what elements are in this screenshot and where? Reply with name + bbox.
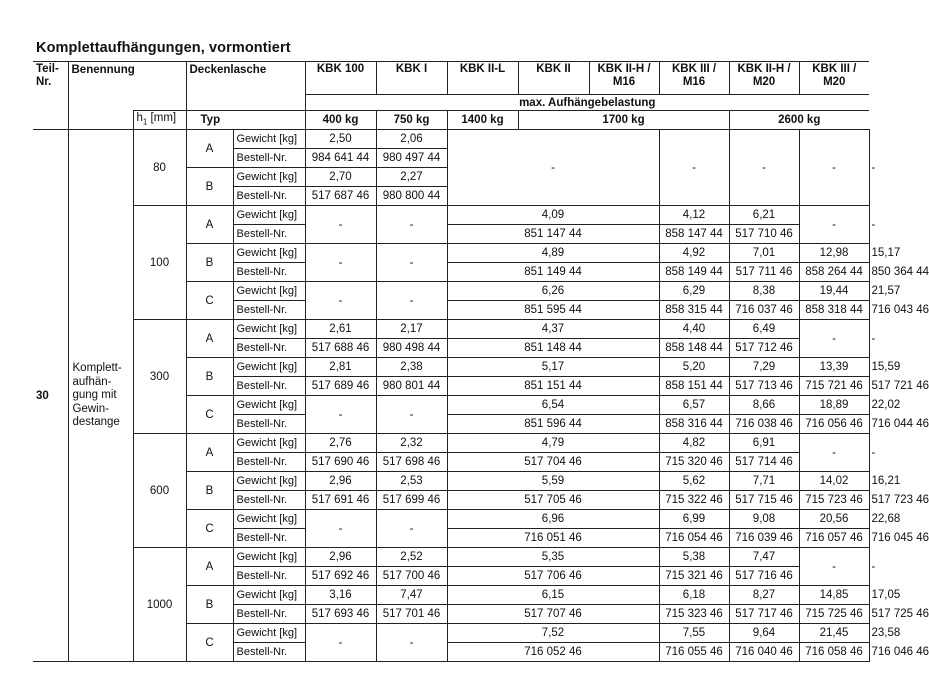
empty-cell: - — [305, 282, 376, 320]
header-row-loads — [33, 111, 869, 130]
bestell-value: 517 700 46 — [376, 567, 447, 586]
gewicht-value: 2,17 — [376, 320, 447, 339]
table-row: 1000 A Gewicht [kg] 2,96 2,52 5,35 5,38 7,47 - - — [33, 548, 869, 567]
gewicht-value: 4,79 — [447, 434, 659, 453]
table-row: Bestell-Nr. 517 693 46 517 701 46 517 707 46 715 323 46 517 717 46 715 725 46 517 725 46 — [33, 605, 869, 624]
h1-value: 80 — [133, 130, 186, 206]
table-row: Bestell-Nr. 851 595 44 858 315 44 716 037 46 858 318 44 716 043 46 — [33, 301, 869, 320]
label-gewicht: Gewicht [kg] — [233, 168, 305, 187]
bestell-value: 716 054 46 — [659, 529, 729, 548]
gewicht-value: 9,08 — [729, 510, 799, 529]
header-load-0: 400 kg — [305, 111, 376, 130]
page-title: Komplettaufhängungen, vormontiert — [36, 40, 291, 56]
table-row: B Gewicht [kg] 2,96 2,53 5,59 5,62 7,71 14,02 16,21 — [33, 472, 869, 491]
empty-cell: - — [305, 244, 376, 282]
gewicht-value: 2,27 — [376, 168, 447, 187]
empty-cell: - — [305, 396, 376, 434]
bestell-value: 716 040 46 — [729, 643, 799, 662]
bestell-value: 517 698 46 — [376, 453, 447, 472]
empty-cell: - — [799, 320, 869, 358]
typ-value: A — [186, 320, 233, 358]
header-product-2: KBK II-L — [447, 62, 518, 95]
bestell-value: 851 151 44 — [447, 377, 659, 396]
label-gewicht: Gewicht [kg] — [233, 434, 305, 453]
label-bestell: Bestell-Nr. — [233, 377, 305, 396]
part-benennung: Komplett-aufhän-gung mit Gewin-destange — [68, 130, 133, 662]
header-benennung: Benennung — [68, 62, 186, 95]
typ-value: A — [186, 548, 233, 586]
gewicht-value: 6,21 — [729, 206, 799, 225]
gewicht-value: 4,82 — [659, 434, 729, 453]
gewicht-value: 8,38 — [729, 282, 799, 301]
header-load-2: 1400 kg — [447, 111, 518, 130]
bestell-value: 716 037 46 — [729, 301, 799, 320]
label-gewicht: Gewicht [kg] — [233, 206, 305, 225]
bestell-value: 517 712 46 — [729, 339, 799, 358]
bestell-value: 517 714 46 — [729, 453, 799, 472]
typ-value: A — [186, 434, 233, 472]
header-max-load: max. Aufhängebelastung — [305, 95, 869, 111]
table-row: Bestell-Nr. 517 689 46 980 801 44 851 151 44 858 151 44 517 713 46 715 721 46 517 721 46 — [33, 377, 869, 396]
h1-value: 300 — [133, 320, 186, 434]
empty-cell: - — [659, 130, 729, 206]
bestell-value: 851 148 44 — [447, 339, 659, 358]
table-row: Bestell-Nr. 517 691 46 517 699 46 517 705 46 715 322 46 517 715 46 715 723 46 517 723 46 — [33, 491, 869, 510]
gewicht-value: 4,40 — [659, 320, 729, 339]
bestell-value: 517 701 46 — [376, 605, 447, 624]
typ-value: B — [186, 358, 233, 396]
bestell-value: 517 688 46 — [305, 339, 376, 358]
bestell-value: 715 323 46 — [659, 605, 729, 624]
bestell-value: 858 315 44 — [659, 301, 729, 320]
empty-cell: - — [305, 510, 376, 548]
bestell-value: 980 497 44 — [376, 149, 447, 168]
gewicht-value: 8,66 — [729, 396, 799, 415]
gewicht-value: 2,70 — [305, 168, 376, 187]
table-row: C Gewicht [kg] - - 6,54 6,57 8,66 18,89 22,02 — [33, 396, 869, 415]
label-bestell: Bestell-Nr. — [233, 415, 305, 434]
label-gewicht: Gewicht [kg] — [233, 130, 305, 149]
gewicht-value: 2,53 — [376, 472, 447, 491]
gewicht-value: 6,54 — [447, 396, 659, 415]
gewicht-value: 5,38 — [659, 548, 729, 567]
bestell-value: 851 596 44 — [447, 415, 659, 434]
gewicht-value: 2,32 — [376, 434, 447, 453]
gewicht-value: 13,39 — [799, 358, 869, 377]
gewicht-value: 4,92 — [659, 244, 729, 263]
bestell-value: 716 051 46 — [447, 529, 659, 548]
header-typ: Typ — [186, 111, 305, 130]
typ-value: C — [186, 396, 233, 434]
bestell-value: 716 039 46 — [729, 529, 799, 548]
gewicht-value: 14,85 — [799, 586, 869, 605]
bestell-value: 980 498 44 — [376, 339, 447, 358]
gewicht-value: 2,96 — [305, 472, 376, 491]
bestell-value: 716 038 46 — [729, 415, 799, 434]
empty-cell: - — [799, 130, 869, 206]
label-gewicht: Gewicht [kg] — [233, 586, 305, 605]
typ-value: B — [186, 244, 233, 282]
gewicht-value: 8,27 — [729, 586, 799, 605]
gewicht-value: 5,35 — [447, 548, 659, 567]
gewicht-value: 6,15 — [447, 586, 659, 605]
header-product-0: KBK 100 — [305, 62, 376, 95]
label-bestell: Bestell-Nr. — [233, 491, 305, 510]
bestell-value: 716 055 46 — [659, 643, 729, 662]
gewicht-value: 2,52 — [376, 548, 447, 567]
gewicht-value: 6,91 — [729, 434, 799, 453]
table-row: 600 A Gewicht [kg] 2,76 2,32 4,79 4,82 6,91 - - — [33, 434, 869, 453]
table-row: Bestell-Nr. 716 051 46 716 054 46 716 039 46 716 057 46 716 045 46 — [33, 529, 869, 548]
gewicht-value: 4,12 — [659, 206, 729, 225]
label-gewicht: Gewicht [kg] — [233, 282, 305, 301]
typ-value: A — [186, 206, 233, 244]
bestell-value: 858 149 44 — [659, 263, 729, 282]
header-product-5: KBK III / M16 — [659, 62, 729, 95]
gewicht-value: 2,96 — [305, 548, 376, 567]
bestell-value: 858 264 44 — [799, 263, 869, 282]
label-gewicht: Gewicht [kg] — [233, 244, 305, 263]
empty-cell: - — [376, 624, 447, 662]
h1-value: 100 — [133, 206, 186, 320]
table-row: 30 Komplett-aufhän-gung mit Gewin-destange 80 A Gewicht [kg] 2,50 2,06 - - - - - — [33, 130, 869, 149]
bestell-value: 517 707 46 — [447, 605, 659, 624]
gewicht-value: 2,81 — [305, 358, 376, 377]
bestell-value: 858 316 44 — [659, 415, 729, 434]
gewicht-value: 6,96 — [447, 510, 659, 529]
bestell-value: 517 711 46 — [729, 263, 799, 282]
gewicht-value: 6,49 — [729, 320, 799, 339]
header-load-4: 2600 kg — [729, 111, 869, 130]
gewicht-value: 6,29 — [659, 282, 729, 301]
bestell-value: 716 058 46 — [799, 643, 869, 662]
table-row: C Gewicht [kg] - - 6,26 6,29 8,38 19,44 21,57 — [33, 282, 869, 301]
label-bestell: Bestell-Nr. — [233, 263, 305, 282]
typ-value: C — [186, 510, 233, 548]
bestell-value: 517 713 46 — [729, 377, 799, 396]
bestell-value: 517 699 46 — [376, 491, 447, 510]
gewicht-value: 5,20 — [659, 358, 729, 377]
bestell-value: 716 056 46 — [799, 415, 869, 434]
label-gewicht: Gewicht [kg] — [233, 472, 305, 491]
product-table — [33, 61, 929, 662]
label-gewicht: Gewicht [kg] — [233, 320, 305, 339]
empty-cell: - — [376, 206, 447, 244]
table-row: C Gewicht [kg] - - 7,52 7,55 9,64 21,45 23,58 — [33, 624, 869, 643]
table-row: Bestell-Nr. 716 052 46 716 055 46 716 040 46 716 058 46 716 046 46 — [33, 643, 869, 662]
bestell-value: 517 691 46 — [305, 491, 376, 510]
gewicht-value: 2,06 — [376, 130, 447, 149]
gewicht-value: 6,99 — [659, 510, 729, 529]
label-gewicht: Gewicht [kg] — [233, 396, 305, 415]
gewicht-value: 3,16 — [305, 586, 376, 605]
label-gewicht: Gewicht [kg] — [233, 624, 305, 643]
gewicht-value: 5,17 — [447, 358, 659, 377]
bestell-value: 517 687 46 — [305, 187, 376, 206]
label-bestell: Bestell-Nr. — [233, 529, 305, 548]
table-row: Bestell-Nr. 851 596 44 858 316 44 716 038 46 716 056 46 716 044 46 — [33, 415, 869, 434]
gewicht-value: 7,29 — [729, 358, 799, 377]
label-bestell: Bestell-Nr. — [233, 301, 305, 320]
bestell-value: 517 717 46 — [729, 605, 799, 624]
bestell-value: 851 149 44 — [447, 263, 659, 282]
empty-cell: - — [376, 244, 447, 282]
gewicht-value: 19,44 — [799, 282, 869, 301]
gewicht-value: 2,38 — [376, 358, 447, 377]
bestell-value: 517 689 46 — [305, 377, 376, 396]
bestell-value: 517 715 46 — [729, 491, 799, 510]
bestell-value: 517 716 46 — [729, 567, 799, 586]
bestell-value: 715 320 46 — [659, 453, 729, 472]
bestell-value: 851 595 44 — [447, 301, 659, 320]
label-bestell: Bestell-Nr. — [233, 605, 305, 624]
gewicht-value: 14,02 — [799, 472, 869, 491]
header-row-products — [33, 62, 869, 95]
header-teil-nr: Teil- Nr. — [36, 63, 59, 88]
gewicht-value: 20,56 — [799, 510, 869, 529]
bestell-value: 715 721 46 — [799, 377, 869, 396]
empty-cell: - — [447, 130, 659, 206]
label-bestell: Bestell-Nr. — [233, 453, 305, 472]
typ-value: B — [186, 168, 233, 206]
gewicht-value: 2,50 — [305, 130, 376, 149]
bestell-value: 858 148 44 — [659, 339, 729, 358]
bestell-value: 858 318 44 — [799, 301, 869, 320]
bestell-value: 716 057 46 — [799, 529, 869, 548]
header-h1: $h_1$ [mm] — [133, 111, 186, 130]
gewicht-value: 2,61 — [305, 320, 376, 339]
gewicht-value: 7,47 — [729, 548, 799, 567]
bestell-value: 980 800 44 — [376, 187, 447, 206]
typ-value: C — [186, 624, 233, 662]
bestell-value: 858 151 44 — [659, 377, 729, 396]
header-product-6: KBK II-H / M20 — [729, 62, 799, 95]
gewicht-value: 4,37 — [447, 320, 659, 339]
empty-cell: - — [799, 548, 869, 586]
typ-value: A — [186, 130, 233, 168]
empty-cell: - — [729, 130, 799, 206]
gewicht-value: 7,47 — [376, 586, 447, 605]
table-row: B Gewicht [kg] 2,81 2,38 5,17 5,20 7,29 13,39 15,59 — [33, 358, 869, 377]
header-product-3: KBK II — [518, 62, 589, 95]
gewicht-value: 9,64 — [729, 624, 799, 643]
bestell-value: 980 801 44 — [376, 377, 447, 396]
gewicht-value: 21,45 — [799, 624, 869, 643]
label-bestell: Bestell-Nr. — [233, 339, 305, 358]
bestell-value: 716 052 46 — [447, 643, 659, 662]
header-product-4: KBK II-H / M16 — [589, 62, 659, 95]
bestell-value: 715 725 46 — [799, 605, 869, 624]
gewicht-value: 2,76 — [305, 434, 376, 453]
bestell-value: 517 706 46 — [447, 567, 659, 586]
bestell-value: 715 321 46 — [659, 567, 729, 586]
header-product-7: KBK III / M20 — [799, 62, 869, 95]
empty-cell: - — [799, 206, 869, 244]
table-row: B Gewicht [kg] 3,16 7,47 6,15 6,18 8,27 14,85 17,05 — [33, 586, 869, 605]
label-bestell: Bestell-Nr. — [233, 567, 305, 586]
header-deckenlasche: Deckenlasche — [186, 62, 305, 95]
typ-value: B — [186, 586, 233, 624]
table-row: C Gewicht [kg] - - 6,96 6,99 9,08 20,56 22,68 — [33, 510, 869, 529]
header-row-maxload — [33, 95, 869, 111]
bestell-value: 517 710 46 — [729, 225, 799, 244]
gewicht-value: 12,98 — [799, 244, 869, 263]
typ-value: B — [186, 472, 233, 510]
h1-value: 600 — [133, 434, 186, 548]
bestell-value: 517 705 46 — [447, 491, 659, 510]
empty-cell: - — [376, 282, 447, 320]
bestell-value: 715 723 46 — [799, 491, 869, 510]
bestell-value: 984 641 44 — [305, 149, 376, 168]
empty-cell: - — [799, 434, 869, 472]
gewicht-value: 4,09 — [447, 206, 659, 225]
bestell-value: 517 692 46 — [305, 567, 376, 586]
bestell-value: 715 322 46 — [659, 491, 729, 510]
typ-value: C — [186, 282, 233, 320]
table-row: 300 A Gewicht [kg] 2,61 2,17 4,37 4,40 6,49 - - — [33, 320, 869, 339]
gewicht-value: 18,89 — [799, 396, 869, 415]
label-gewicht: Gewicht [kg] — [233, 548, 305, 567]
bestell-value: 858 147 44 — [659, 225, 729, 244]
bestell-value: 851 147 44 — [447, 225, 659, 244]
gewicht-value: 7,52 — [447, 624, 659, 643]
label-gewicht: Gewicht [kg] — [233, 510, 305, 529]
gewicht-value: 7,55 — [659, 624, 729, 643]
gewicht-value: 5,59 — [447, 472, 659, 491]
table-row: Bestell-Nr. 851 149 44 858 149 44 517 711 46 858 264 44 850 364 44 — [33, 263, 869, 282]
gewicht-value: 4,89 — [447, 244, 659, 263]
label-gewicht: Gewicht [kg] — [233, 358, 305, 377]
part-number: 30 — [36, 389, 49, 402]
gewicht-value: 6,26 — [447, 282, 659, 301]
bestell-value: 517 704 46 — [447, 453, 659, 472]
label-bestell: Bestell-Nr. — [233, 225, 305, 244]
empty-cell: - — [305, 624, 376, 662]
gewicht-value: 6,57 — [659, 396, 729, 415]
label-bestell: Bestell-Nr. — [233, 187, 305, 206]
label-bestell: Bestell-Nr. — [233, 149, 305, 168]
header-load-1: 750 kg — [376, 111, 447, 130]
table-row: B Gewicht [kg] - - 4,89 4,92 7,01 12,98 15,17 — [33, 244, 869, 263]
h1-value: 1000 — [133, 548, 186, 662]
header-load-3: 1700 kg — [518, 111, 729, 130]
empty-cell: - — [305, 206, 376, 244]
gewicht-value: 7,71 — [729, 472, 799, 491]
table-row: 100 A Gewicht [kg] - - 4,09 4,12 6,21 - - — [33, 206, 869, 225]
gewicht-value: 6,18 — [659, 586, 729, 605]
label-bestell: Bestell-Nr. — [233, 643, 305, 662]
empty-cell: - — [376, 510, 447, 548]
bestell-value: 517 690 46 — [305, 453, 376, 472]
gewicht-value: 7,01 — [729, 244, 799, 263]
gewicht-value: 5,62 — [659, 472, 729, 491]
header-product-1: KBK I — [376, 62, 447, 95]
empty-cell: - — [376, 396, 447, 434]
bestell-value: 517 693 46 — [305, 605, 376, 624]
